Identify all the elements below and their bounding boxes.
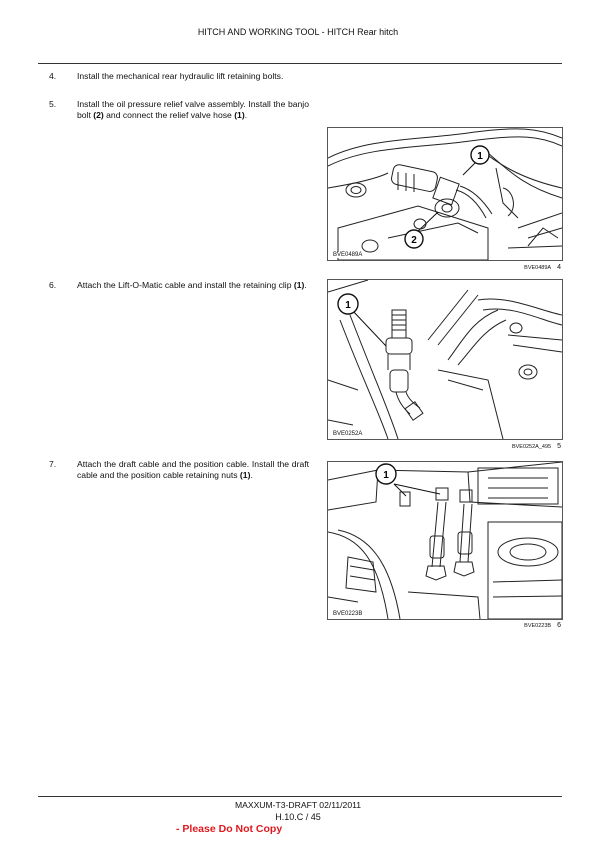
footer-rule [38,796,562,797]
step-4 [49,71,311,95]
step-7 [49,459,311,495]
figure-draft-position-cable [327,461,563,620]
callout-ref: (1) [293,280,305,290]
copy-warning: - Please Do Not Copy [176,823,283,835]
step-6 [49,280,311,304]
figure-callout: 2 [411,235,417,246]
step-number: 4. [49,71,57,81]
step-text: Install the mechanical rear hydraulic lift retaining bolts. [77,71,284,81]
figure-relief-valve [327,127,563,261]
figure-lift-o-matic-cable [327,279,563,440]
figure-caption: BVE0489A 4 [524,264,561,271]
callout-ref: (1) [239,470,251,481]
figure-callout: 1 [345,300,351,311]
callout-ref: (1) [234,110,245,121]
callout-ref: (2) [93,110,104,121]
figure-code: BVE0489A [333,252,363,258]
figure-code: BVE0223B [333,611,363,617]
step-number: 7. [49,459,57,469]
step-5 [49,99,311,135]
figure-number: 6 [557,622,561,629]
step-text: Attach the draft cable and the position cable. Install the draft cable and the position cable retaining nuts (1). [77,459,309,481]
step-number: 6. [49,280,57,290]
step-number: 5. [49,99,57,109]
figure-callout: 1 [383,470,389,481]
footer-page-number: H.10.C / 45 [275,812,321,822]
figure-number: 5 [557,443,561,450]
figure-number: 4 [557,264,561,271]
header-rule [38,63,562,64]
figure-caption: BVE0223B 6 [524,622,561,629]
lift-o-matic-illustration [328,280,562,439]
draft-cable-illustration [328,462,562,619]
page-header-title: HITCH AND WORKING TOOL - HITCH Rear hitch [197,27,399,37]
step-text: Attach the Lift-O-Matic cable and install the retaining clip (1). [77,280,307,290]
footer-document-id: MAXXUM-T3-DRAFT 02/11/2011 [234,800,362,810]
figure-caption: BVE0252A_495 5 [511,443,561,450]
figure-callout: 1 [477,151,483,162]
step-text: Install the oil pressure relief valve assembly. Install the banjo bolt (2) and connect the relief valve hose (1). [77,99,309,121]
relief-valve-illustration [328,128,562,260]
figure-code: BVE0252A [333,431,363,437]
